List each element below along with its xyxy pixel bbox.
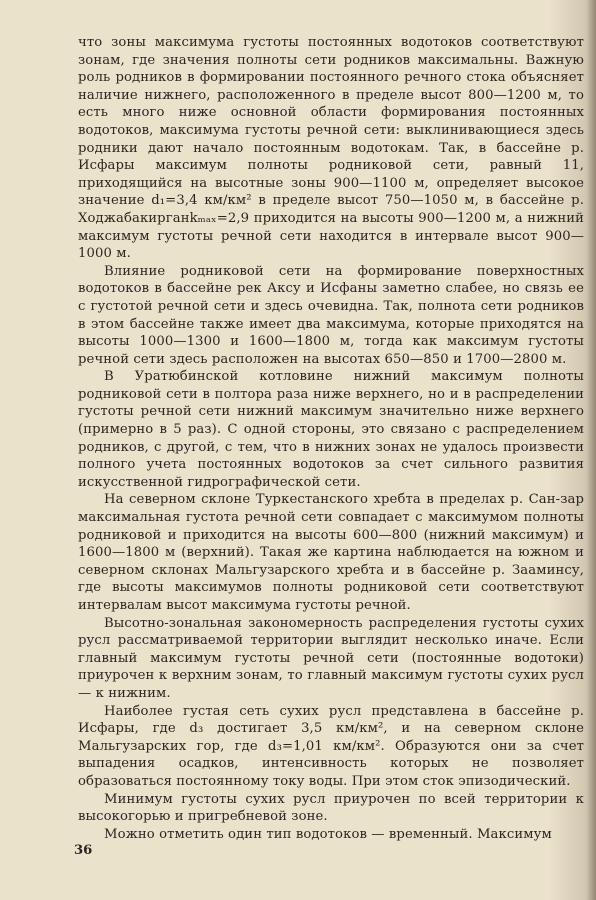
paragraph-1: что зоны максимума густоты постоянных водотоков соответствуют зонам, где значения полноты сети родников максимальны. Важную роль родников в формировании постоянного речного стока объясняет наличие нижнего, расположенного в пределе высот 800—1200 м, то есть много ниже основной области формирования постоянных водотоков, максимума густоты речной сети: выклинивающиеся здесь родники дают начало постоянным водотокам. Так, в бассейне р. Исфары максимум полноты родниковой сети, равный 11, приходящийся на высотные зоны 900—1100 м, определяет высокое значение d₁=3,4 км/км² в пределе высот 750—1050 м, в бассейне р. Ходжабакирганkₘₐₓ=2,9 приходится на высоты 900—1200 м, а нижний максимум густоты речной сети находится в интервале высот 900—1000 м. bbox=[78, 35, 584, 262]
paragraph-5: Высотно-зональная закономерность распределения густоты сухих русл рассматриваемой территории выглядит несколько иначе. Если главный максимум густоты речной сети (постоянные водотоки) приурочен к верхним зонам, то главный максимум густоты сухих русл — к нижним. bbox=[78, 615, 584, 701]
paragraph-2: Влияние родниковой сети на формирование поверхностных водотоков в бассейне рек Аксу и Исфаны заметно слабее, но связь ее с густотой речной сети и здесь очевидна. Так, полнота сети родников в этом бассейне также имеет два максимума, которые приходятся на высоты 1000—1300 и 1600—1800 м, тогда как максимум густоты речной сети здесь расположен на высотах 650—850 и 1700—2800 м. bbox=[78, 263, 584, 367]
body-text bbox=[78, 34, 584, 843]
paragraph-3: В Уратюбинской котловине нижний максимум полноты родниковой сети в полтора раза ниже верхнего, но и в распределении густоты речной сети нижний максимум значительно ниже верхнего (примерно в 5 раз). С одной стороны, это связано с распределением родников, с другой, с тем, что в нижних зонах не удалось произвести полного учета постоянных водотоков за счет сильного развития искусственной гидрографической сети. bbox=[78, 369, 584, 490]
paragraph-6: Наиболее густая сеть сухих русл представлена в бассейне р. Исфары, где d₃ достигает 3,5 км/км², и на северном склоне Мальгузарских гор, где d₃=1,01 км/км². Образуются они за счет выпадения осадков, интенсивность которых не позволяет образоваться постоянному току воды. При этом сток эпизодический. bbox=[78, 703, 584, 789]
paragraph-8: Можно отметить один тип водотоков — временный. Максимум bbox=[104, 826, 552, 842]
paragraph-7: Минимум густоты сухих русл приурочен по всей территории к высокогорью и пригребневой зоне. bbox=[78, 791, 584, 825]
paragraph-4: На северном склоне Туркестанского хребта в пределах р. Сан-зар максимальная густота речной сети совпадает с максимумом полноты родниковой и приходится на высоты 600—800 (нижний максимум) и 1600—1800 м (верхний). Такая же картина наблюдается на южном и северном склонах Мальгузарского хребта и в бассейне р. Зааминсу, где высоты максимумов полноты родниковой сети соответствуют интервалам высот максимума густоты речной. bbox=[78, 492, 584, 613]
page-edge-shadow bbox=[586, 0, 596, 900]
page-number: 36 bbox=[74, 843, 93, 858]
